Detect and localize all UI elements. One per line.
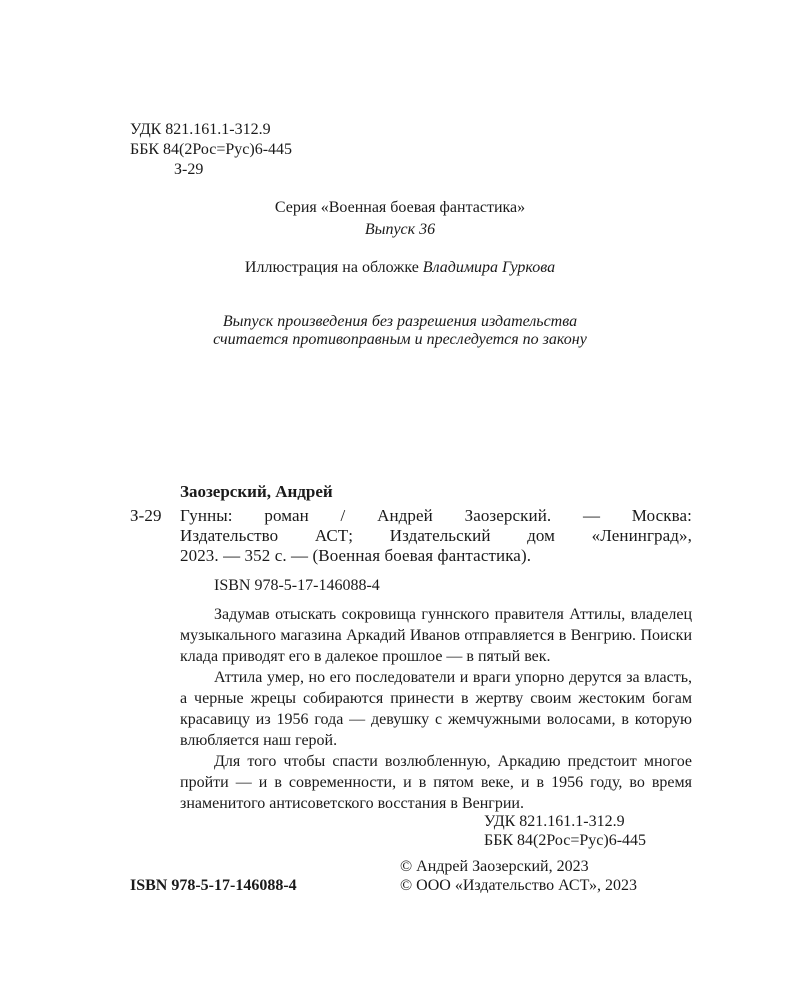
bottom-udk-code: УДК 821.161.1-312.9 [484, 813, 625, 830]
series-title: Серия «Военная боевая фантастика» [274, 199, 526, 216]
bottom-isbn: ISBN 978-5-17-146088-4 [130, 877, 297, 894]
copyright-warning-line2: считается противоправным и преследуется по закону [213, 331, 587, 348]
top-udk-code: УДК 821.161.1-312.9 [130, 121, 271, 138]
annotation-paragraph: Для того чтобы спасти возлюбленную, Аркадию предстоит многое пройти — и в современности, и в пятом веке, и в 1956 году, во время знаменитого антисоветского восстания в Венгрии. [180, 753, 692, 812]
copyright-publisher: © ООО «Издательство АСТ», 2023 [400, 877, 637, 894]
catalog-isbn: ISBN 978-5-17-146088-4 [214, 577, 380, 594]
catalog-author-heading: Заозерский, Андрей [180, 482, 333, 501]
catalog-description-line3: 2023. — 352 с. — (Военная боевая фантастика). [180, 546, 532, 565]
catalog-description-line2: Издательство АСТ; Издательский дом «Ленинград», [180, 526, 692, 545]
series-issue: Выпуск 36 [364, 221, 436, 238]
annotation [180, 604, 692, 814]
illustration-credit [0, 258, 800, 278]
annotation-paragraph: Задумав отыскать сокровища гуннского правителя Аттилы, владелец музыкального магазина Аркадий Иванов отправляется в Венгрию. Поиски клада приводят его в далекое прошлое — в пятый век. [180, 606, 692, 665]
bottom-bbk-code: ББК 84(2Рос=Рус)6-445 [484, 832, 647, 849]
top-author-mark: З-29 [174, 161, 204, 178]
copyright-warning-line1: Выпуск произведения без разрешения издательства [222, 313, 578, 330]
catalog-author-mark: З-29 [130, 506, 162, 525]
catalog-description-line1: Гунны: роман / Андрей Заозерский. — Москва: [180, 506, 692, 525]
illustration-prefix: Иллюстрация на обложке [244, 259, 423, 276]
illustration-artist: Владимира Гуркова [422, 259, 556, 276]
copyright-author: © Андрей Заозерский, 2023 [400, 858, 589, 875]
top-bbk-code: ББК 84(2Рос=Рус)6-445 [130, 141, 293, 158]
annotation-paragraph: Аттила умер, но его последователи и враги упорно дерутся за власть, а черные жрецы собираются принести в жертву своим жестоким богам красавицу из 1956 года — девушку с жемчужными волосами, в которую влюбляется наш герой. [180, 669, 692, 749]
